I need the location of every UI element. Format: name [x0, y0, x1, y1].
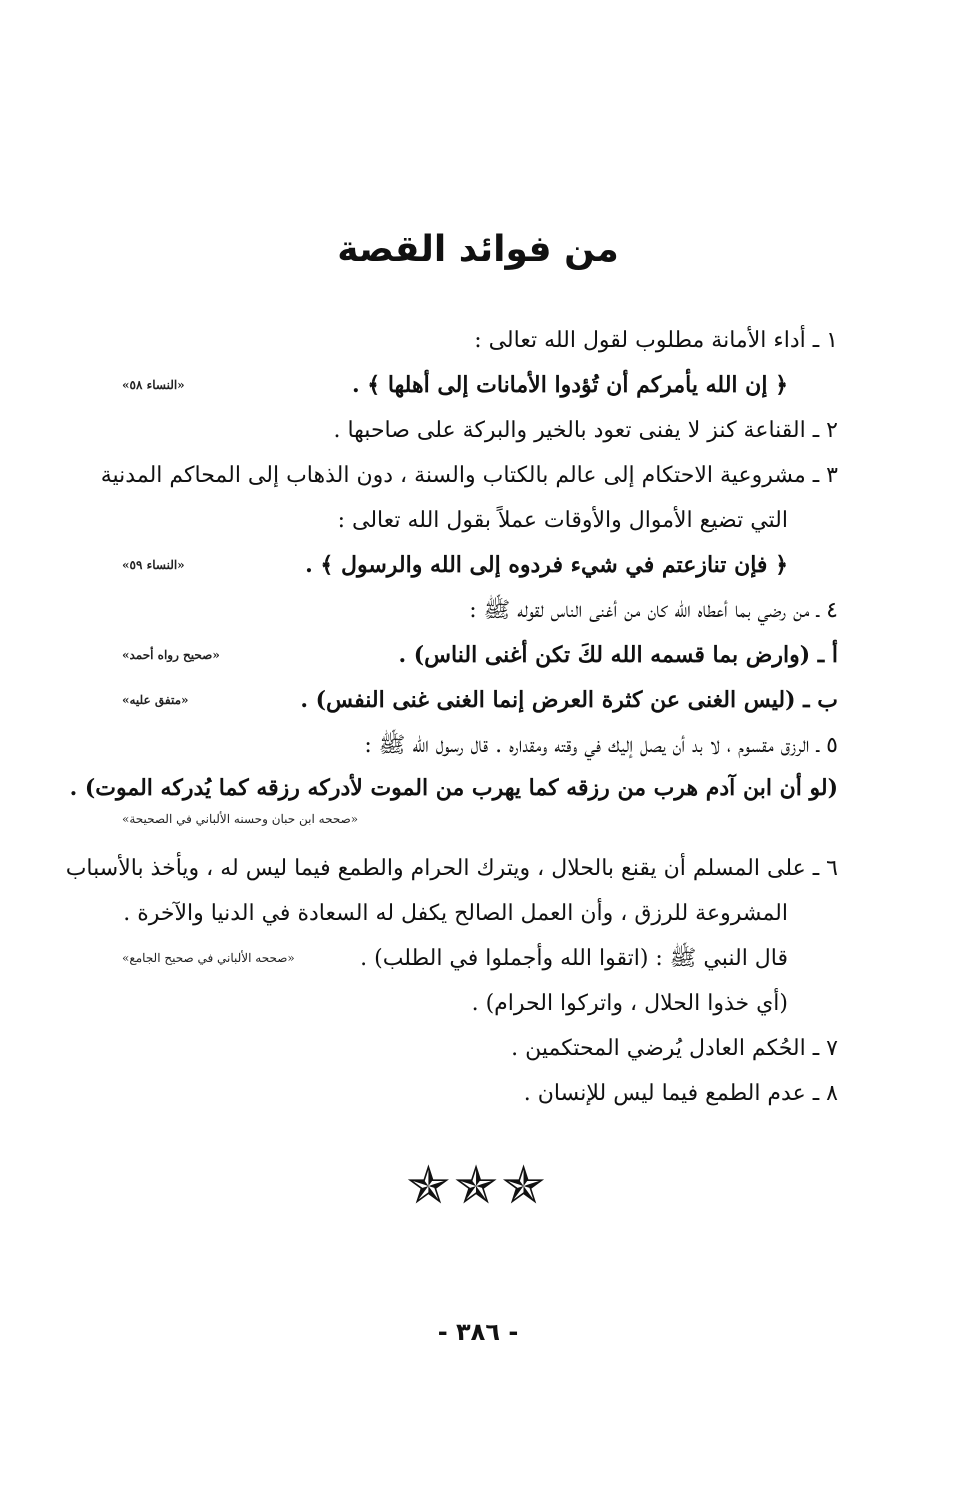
quran-verse [122, 543, 838, 588]
line-text: المشروعة للرزق ، وأن العمل الصالح يكفل له السعادة في الدنيا والآخرة . [123, 901, 788, 926]
hadith-line [69, 768, 838, 808]
list-item-continuation [122, 891, 838, 936]
citation: «صححه ابن حبان وحسنه الألباني في الصحيحة» [122, 812, 359, 826]
benefits-list [65, 318, 838, 1116]
line-text: ٤ ـ من رضي بما أعطاه الله كان من أغنى الناس لقوله ﷺ : [469, 598, 838, 623]
list-item-continuation [122, 981, 838, 1026]
hadith-text: ب ـ (ليس الغنى عن كثرة العرض إنما الغنى غنى النفس) . [300, 687, 838, 713]
hadith-text: قال النبي ﷺ : (اتقوا الله وأجملوا في الطلب) . [360, 946, 788, 971]
verse-text: ﴿ فإن تنازعتم في شيء فردوه إلى الله والرسول ﴾ . [305, 552, 788, 578]
hadith-line [122, 678, 838, 723]
page-number: - ٣٨٦ - [437, 1318, 519, 1346]
list-item [65, 846, 838, 891]
citation: «صححه الألباني في صحيح الجامع» [122, 951, 295, 965]
list-item [122, 318, 838, 363]
line-text: ٦ ـ على المسلم أن يقنع بالحلال ، ويترك الحرام والطمع فيما ليس له ، ويأخذ بالأسباب [65, 856, 838, 881]
hadith-text: (لو أن ابن آدم هرب من رزقه كما يهرب من الموت لأدركه رزقه كما يُدركه الموت) . [69, 775, 838, 801]
citation: «صحيح رواه أحمد» [122, 648, 220, 662]
list-item [122, 1026, 838, 1071]
citation: «النساء ٥٨» [122, 378, 185, 392]
list-item [122, 1071, 838, 1116]
star-separator-icon: ✯✯✯ [406, 1156, 550, 1216]
line-text: ٥ ـ الرزق مقسوم ، لا بد أن يصل إليك في وقته ومقداره . قال رسول الله ﷺ : [364, 733, 838, 758]
line-text: (أي خذوا الحلال ، واتركوا الحرام) . [471, 991, 788, 1016]
quran-verse [122, 363, 838, 408]
list-item [122, 723, 838, 768]
line-text: ١ ـ أداء الأمانة مطلوب لقول الله تعالى : [474, 328, 838, 353]
line-text: ٣ ـ مشروعية الاحتكام إلى عالم بالكتاب والسنة ، دون الذهاب إلى المحاكم المدنية [100, 463, 838, 488]
citation: «النساء ٥٩» [122, 558, 185, 572]
page-title: من فوائد القصة [337, 229, 619, 270]
hadith-line [122, 633, 838, 678]
line-text: ٧ ـ الحُكم العادل يُرضي المحتكمين . [511, 1036, 838, 1061]
line-text: ٨ ـ عدم الطمع فيما ليس للإنسان . [523, 1081, 838, 1106]
hadith-line [122, 936, 838, 981]
list-item [100, 453, 838, 498]
list-item-continuation [122, 498, 838, 543]
hadith-text: أ ـ (وارض بما قسمه الله لكَ تكن أغنى الناس) . [398, 642, 838, 668]
line-text: ٢ ـ القناعة كنز لا يفنى تعود بالخير والبركة على صاحبها . [333, 418, 838, 443]
list-item [122, 408, 838, 453]
verse-text: ﴿ إن الله يأمركم أن تُؤدوا الأمانات إلى أهلها ﴾ . [351, 372, 788, 398]
line-text: التي تضيع الأموال والأوقات عملاً بقول الله تعالى : [337, 508, 788, 533]
citation: «متفق عليه» [122, 693, 189, 707]
list-item [122, 588, 838, 633]
